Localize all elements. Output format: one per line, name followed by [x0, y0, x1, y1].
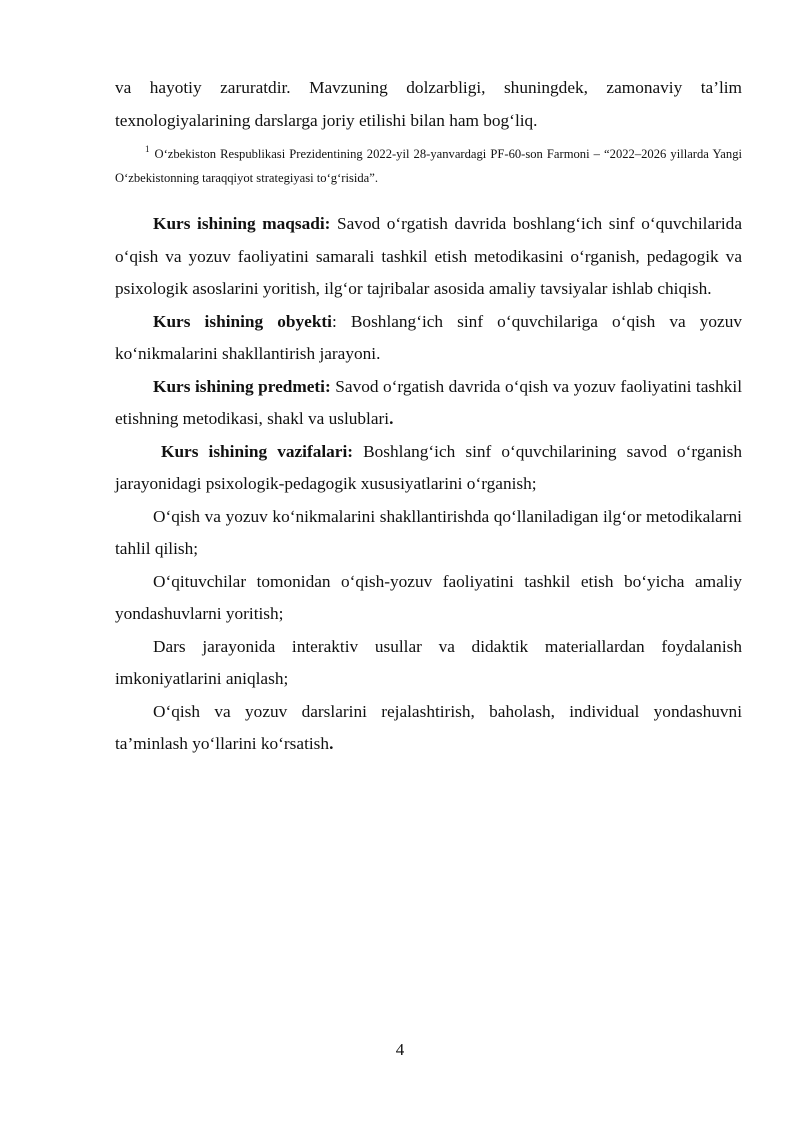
subject-label: Kurs ishining predmeti:	[153, 376, 331, 396]
footnote-number: 1	[145, 144, 150, 154]
intro-paragraph: va hayotiy zaruratdir. Mavzuning dolzarbligi, shuningdek, zamonaviy ta’lim texnologiyalarining darslarga joriy etilishi bilan ham bog‘liq.	[115, 78, 742, 130]
goal-text: Savod o‘rgatish davrida boshlang‘ich sinf o‘quvchilarida o‘qish va yozuv faoliyatini samarali tashkil etish metodikasini o‘rganish, pedagogik va psixologik asoslarini yoritish, ilg‘or tajribalar asosida amaliy tavsiyalar ishlab chiqish.	[115, 214, 742, 298]
footnote-text: O‘zbekiston Respublikasi Prezidentining 2022-yil 28-yanvardagi PF-60-son Farmoni – “2022–2026 yillarda Yangi O‘zbekistonning taraqqiyot strategiyasi to‘g‘risida”.	[115, 147, 742, 185]
object-label: Kurs ishining obyekti	[153, 311, 332, 331]
goal-label: Kurs ishining maqsadi:	[153, 214, 331, 233]
task-item: Dars jarayonida interaktiv usullar va didaktik materiallardan foydalanish imkoniyatlarini aniqlash;	[115, 636, 742, 688]
footnote	[115, 143, 742, 190]
object-paragraph	[115, 306, 742, 371]
task-item-last	[115, 696, 742, 761]
task-item: O‘qituvchilar tomonidan o‘qish-yozuv faoliyatini tashkil etish bo‘yicha amaliy yondashuvlarni yoritish;	[115, 571, 742, 623]
tasks-paragraph	[115, 436, 742, 501]
task-item: O‘qish va yozuv ko‘nikmalarini shakllantirishda qo‘llaniladigan ilg‘or metodikalarni tahlil qilish;	[115, 506, 742, 558]
task-last-end: .	[329, 734, 334, 753]
tasks-text: Boshlang‘ich sinf o‘quvchilarining savod o‘rganish jarayonidagi psixologik-pedagogik xususiyatlarini o‘rganish;	[115, 441, 742, 493]
subject-text: Savod o‘rgatish davrida o‘qish va yozuv faoliyatini tashkil etishning metodikasi, shakl va uslublari	[115, 376, 742, 428]
goal-paragraph	[115, 208, 742, 306]
page-number: 4	[395, 1040, 405, 1059]
task-last-text: O‘qish va yozuv darslarini rejalashtirish, baholash, individual yondashuvni ta’minlash yo‘llarini ko‘rsatish	[115, 701, 742, 753]
object-text: : Boshlang‘ich sinf o‘quvchilariga o‘qish va yozuv ko‘nikmalarini shakllantirish jarayoni.	[115, 311, 743, 363]
subject-paragraph	[115, 371, 742, 436]
subject-end: .	[389, 409, 394, 428]
document-page	[115, 72, 742, 761]
tasks-label: Kurs ishining vazifalari:	[161, 441, 354, 461]
